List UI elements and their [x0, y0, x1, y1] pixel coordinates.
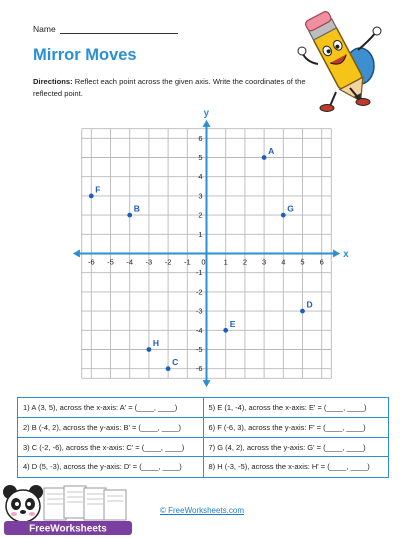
page-title: Mirror Moves [33, 46, 137, 64]
x-tick-label: 0 [201, 257, 206, 267]
directions-text: Reflect each point across the given axis. Write the coordinates of the reflected point. [33, 77, 306, 98]
x-tick-label: 6 [319, 257, 324, 267]
point-label-e: E [229, 318, 236, 329]
x-tick-label: 5 [300, 257, 305, 267]
y-axis-arrow-bottom [203, 380, 211, 387]
questions-table [17, 397, 389, 478]
point-label-d: D [306, 299, 313, 310]
axes [73, 108, 349, 387]
y-tick-label: 6 [198, 133, 203, 143]
x-axis-label: x [343, 249, 349, 260]
x-tick-label: -3 [145, 257, 153, 267]
y-tick-label: -5 [195, 345, 203, 354]
y-tick-label: 2 [198, 210, 203, 220]
y-tick-label: -4 [195, 325, 203, 335]
point-label-g: G [287, 203, 294, 214]
point-f [89, 194, 94, 199]
point-a [262, 155, 267, 160]
x-axis-arrow-right [333, 250, 340, 258]
question-1: 1) A (3, 5), across the x-axis: A' = (____, ____) [18, 398, 203, 418]
point-b [127, 213, 132, 218]
point-label-a: A [268, 146, 275, 156]
point-label-c: C [172, 357, 179, 368]
question-5: 5) E (1, -4), across the x-axis: E' = (____, ____) [204, 398, 389, 418]
panda-logo-icon [0, 480, 140, 539]
y-tick-label: -3 [195, 306, 203, 316]
y-tick-label: -2 [195, 287, 203, 297]
question-3: 3) C (-2, -6), across the x-axis: C' = (____, ____) [18, 438, 203, 458]
point-e [223, 328, 228, 333]
question-6: 6) F (-6, 3), across the y-axis: F' = (____, ____) [204, 418, 389, 438]
directions-label: Directions: [33, 77, 73, 86]
x-tick-label: -4 [126, 257, 134, 267]
y-tick-label: 3 [198, 191, 203, 201]
question-4: 4) D (5, -3), across the y-axis: D' = (____, ____) [23, 462, 182, 472]
x-tick-label: 2 [242, 257, 247, 267]
x-tick-label: 1 [223, 257, 228, 267]
x-axis-arrow-left [73, 250, 80, 258]
y-tick-label: 4 [198, 172, 203, 182]
y-tick-label: 5 [198, 153, 203, 162]
point-c [166, 366, 171, 371]
point-label-b: B [133, 203, 140, 214]
question-7: 7) G (4, 2), across the y-axis: G' = (____, ____) [204, 438, 389, 458]
y-axis-arrow-top [203, 120, 211, 127]
y-axis-label: y [203, 107, 210, 119]
point-label-f: F [95, 184, 101, 195]
x-tick-label: -6 [87, 257, 95, 267]
logo-text: FreeWorksheets [29, 523, 107, 535]
x-tick-label: -5 [107, 257, 114, 267]
question-8: 8) H (-3, -5), across the x-axis: H' = (____, ____) [208, 462, 370, 472]
y-tick-label: -6 [195, 364, 203, 374]
questions-right-column [204, 398, 389, 477]
x-tick-label: 3 [262, 257, 267, 267]
x-tick-label: 4 [281, 257, 286, 267]
questions-left-column [18, 398, 204, 477]
point-d [300, 309, 305, 314]
point-g [281, 213, 286, 218]
name-label: Name [33, 24, 56, 34]
x-tick-label: -1 [183, 257, 191, 267]
question-2: 2) B (-4, 2), across the y-axis: B' = (____, ____) [18, 418, 203, 438]
y-tick-label: -1 [195, 268, 203, 278]
x-tick-label: -2 [164, 257, 172, 267]
y-tick-label: 1 [198, 229, 203, 239]
point-label-h: H [152, 338, 160, 348]
footer-link[interactable]: © FreeWorksheets.com [160, 506, 244, 515]
point-h [147, 347, 152, 352]
